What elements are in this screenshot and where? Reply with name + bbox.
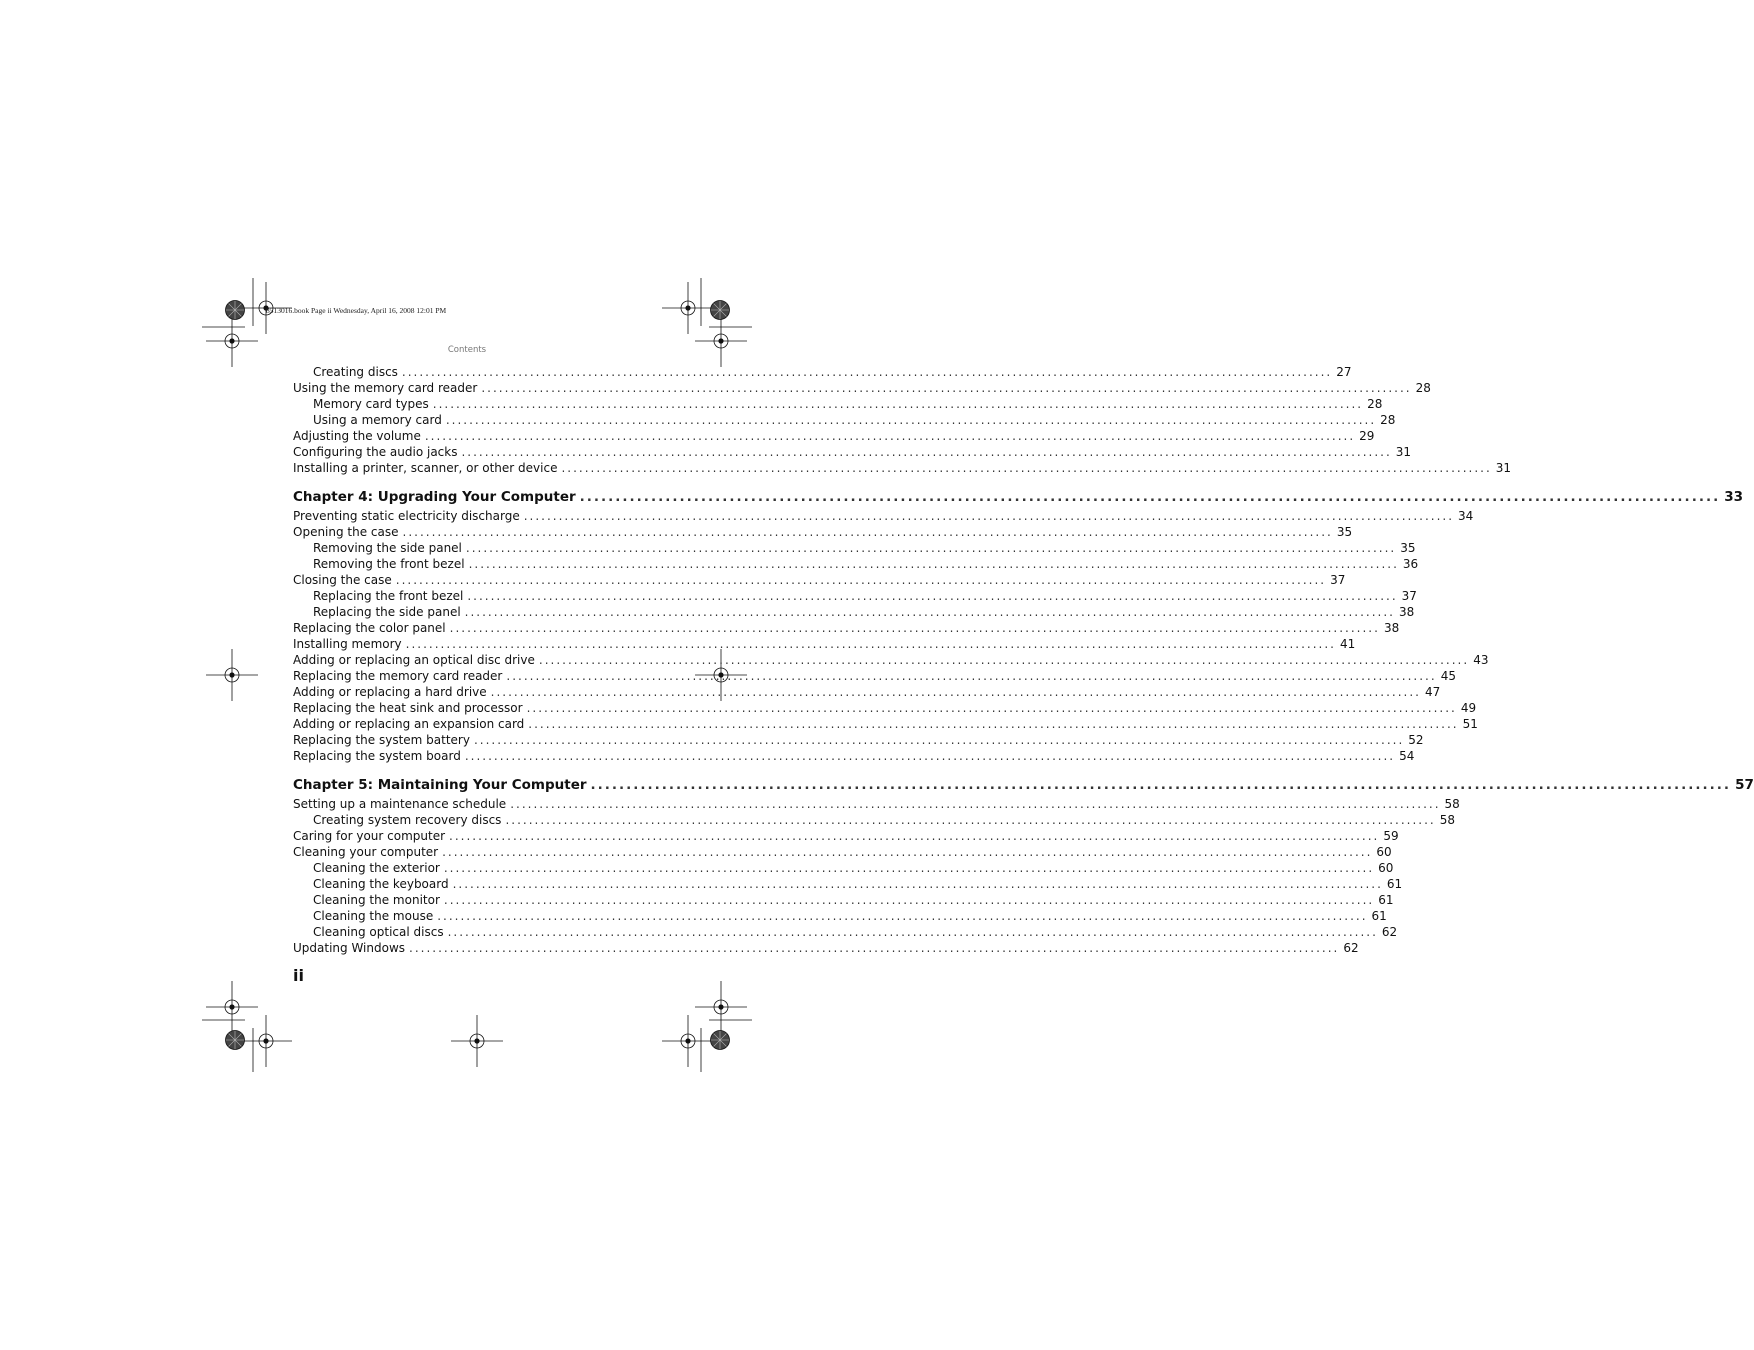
dot-leader: ................................................................................................................................................................ xyxy=(464,605,1395,619)
toc-entry[interactable] xyxy=(293,796,1460,812)
toc-entry-page: 58 xyxy=(1439,813,1456,827)
toc-entry-title: Creating system recovery discs xyxy=(313,813,502,827)
dot-leader: ................................................................................................................................................................ xyxy=(449,829,1380,843)
toc-entry-page: 28 xyxy=(1380,413,1396,427)
dot-leader: ................................................................................................................................................................ xyxy=(452,877,1383,891)
toc-entry[interactable] xyxy=(293,700,1477,716)
toc-entry-title: Cleaning the exterior xyxy=(313,861,440,875)
toc-entry[interactable] xyxy=(293,364,1352,380)
dot-leader: ................................................................................................................................................................ xyxy=(538,653,1470,667)
dot-leader: ................................................................................................................................................................ xyxy=(449,621,1380,635)
dot-leader: ................................................................................................................................................................ xyxy=(464,749,1396,763)
toc-entry-title: Removing the side panel xyxy=(313,541,462,555)
toc-chapter-title: Chapter 5: Maintaining Your Computer xyxy=(293,777,587,793)
toc-entry[interactable] xyxy=(293,604,1415,620)
dot-leader: ................................................................................................................................................................ xyxy=(510,797,1441,811)
toc-entry[interactable] xyxy=(293,924,1398,940)
toc-entry-title: Preventing static electricity discharge xyxy=(293,509,520,523)
toc-entry[interactable] xyxy=(293,668,1456,684)
dot-leader: ................................................................................................................................................................ xyxy=(505,813,1436,827)
toc-entry[interactable] xyxy=(293,620,1400,636)
dot-leader: ................................................................................................................................................................ xyxy=(437,909,1368,923)
toc-entry[interactable] xyxy=(293,508,1474,524)
toc-entry-page: 61 xyxy=(1386,877,1403,891)
toc-entry[interactable] xyxy=(293,748,1415,764)
dot-leader: ................................................................................................................................................................ xyxy=(445,413,1377,427)
toc-chapter-heading[interactable] xyxy=(293,776,1754,794)
dot-leader: ................................................................................................................................................................ xyxy=(447,925,1378,939)
toc-entry-page: 59 xyxy=(1383,829,1399,843)
toc-entry[interactable] xyxy=(293,428,1375,444)
toc-entry-page: 49 xyxy=(1460,701,1477,715)
toc-entry-title: Adjusting the volume xyxy=(293,429,421,443)
toc-entry-page: 34 xyxy=(1458,509,1474,523)
toc-entry-title: Replacing the heat sink and processor xyxy=(293,701,523,715)
toc-entry-title: Installing memory xyxy=(293,637,402,651)
toc-entry[interactable] xyxy=(293,396,1383,412)
toc-entry-page: 29 xyxy=(1359,429,1375,443)
toc-entry-title: Replacing the system board xyxy=(293,749,461,763)
toc-entry-page: 61 xyxy=(1378,893,1394,907)
toc-entry[interactable] xyxy=(293,652,1489,668)
dot-leader: ................................................................................................................................................................ xyxy=(523,509,1455,523)
toc-entry-page: 61 xyxy=(1371,909,1387,923)
toc-entry-title: Setting up a maintenance schedule xyxy=(293,797,507,811)
toc-entry-page: 51 xyxy=(1462,717,1478,731)
toc-entry[interactable] xyxy=(293,460,1512,476)
dot-leader: ................................................................................................................................................................ xyxy=(401,365,1333,379)
dot-leader: ................................................................................................................................................................ xyxy=(402,525,1333,539)
toc-entry[interactable] xyxy=(293,380,1431,396)
toc-entry-page: 58 xyxy=(1444,797,1460,811)
toc-entry-page: 52 xyxy=(1408,733,1424,747)
dot-leader: ................................................................................................................................................................ xyxy=(590,777,1732,793)
toc-entry[interactable] xyxy=(293,636,1356,652)
toc-entry-title: Replacing the side panel xyxy=(313,605,461,619)
toc-entry-page: 45 xyxy=(1440,669,1456,683)
dot-leader: ................................................................................................................................................................ xyxy=(481,381,1412,395)
toc-entry-page: 43 xyxy=(1473,653,1489,667)
toc-entry-page: 37 xyxy=(1401,589,1417,603)
toc-entry[interactable] xyxy=(293,908,1387,924)
toc-entry-page: 47 xyxy=(1424,685,1441,699)
dot-leader: ................................................................................................................................................................ xyxy=(579,489,1721,505)
toc-entry-page: 38 xyxy=(1383,621,1400,635)
toc-entry-title: Replacing the system battery xyxy=(293,733,470,747)
dot-leader: ................................................................................................................................................................ xyxy=(409,941,1340,955)
toc-chapter-heading[interactable] xyxy=(293,488,1743,506)
dot-leader: ................................................................................................................................................................ xyxy=(473,733,1405,747)
toc-entry-page: 31 xyxy=(1395,445,1412,459)
toc-chapter-title: Chapter 4: Upgrading Your Computer xyxy=(293,489,576,505)
toc-entry-title: Configuring the audio jacks xyxy=(293,445,458,459)
toc-entry-title: Adding or replacing an expansion card xyxy=(293,717,525,731)
toc-entry-page: 35 xyxy=(1400,541,1416,555)
toc-entry[interactable] xyxy=(293,684,1441,700)
toc-entry[interactable] xyxy=(293,524,1353,540)
toc-entry[interactable] xyxy=(293,588,1417,604)
toc-entry-title: Adding or replacing a hard drive xyxy=(293,685,487,699)
dot-leader: ................................................................................................................................................................ xyxy=(442,845,1373,859)
dot-leader: ................................................................................................................................................................ xyxy=(526,701,1457,715)
table-of-contents xyxy=(293,364,1754,956)
dot-leader: ................................................................................................................................................................ xyxy=(467,589,1398,603)
toc-entry[interactable] xyxy=(293,940,1359,956)
toc-entry[interactable] xyxy=(293,892,1394,908)
toc-entry-title: Adding or replacing an optical disc drive xyxy=(293,653,535,667)
toc-entry-title: Cleaning optical discs xyxy=(313,925,444,939)
toc-entry-page: 62 xyxy=(1343,941,1359,955)
dot-leader: ................................................................................................................................................................ xyxy=(405,637,1336,651)
dot-leader: ................................................................................................................................................................ xyxy=(468,557,1399,571)
toc-entry[interactable] xyxy=(293,716,1478,732)
dot-leader: ................................................................................................................................................................ xyxy=(506,669,1437,683)
dot-leader: ................................................................................................................................................................ xyxy=(461,445,1392,459)
toc-entry-page: 28 xyxy=(1367,397,1383,411)
toc-entry-title: Removing the front bezel xyxy=(313,557,465,571)
toc-entry-title: Cleaning the monitor xyxy=(313,893,440,907)
dot-leader: ................................................................................................................................................................ xyxy=(465,541,1397,555)
toc-entry[interactable] xyxy=(293,556,1419,572)
toc-entry[interactable] xyxy=(293,572,1346,588)
toc-entry-title: Using a memory card xyxy=(313,413,442,427)
toc-entry[interactable] xyxy=(293,876,1403,892)
toc-entry-title: Creating discs xyxy=(313,365,398,379)
dot-leader: ................................................................................................................................................................ xyxy=(561,461,1492,475)
dot-leader: ................................................................................................................................................................ xyxy=(395,573,1327,587)
toc-entry-title: Memory card types xyxy=(313,397,429,411)
toc-entry-page: 27 xyxy=(1336,365,1352,379)
toc-entry-title: Updating Windows xyxy=(293,941,406,955)
toc-entry-title: Cleaning your computer xyxy=(293,845,439,859)
running-head: Contents xyxy=(447,345,487,355)
toc-entry-page: 37 xyxy=(1330,573,1346,587)
toc-entry-title: Replacing the memory card reader xyxy=(293,669,503,683)
toc-entry[interactable] xyxy=(293,732,1424,748)
toc-entry-title: Using the memory card reader xyxy=(293,381,478,395)
toc-chapter-page: 33 xyxy=(1724,489,1743,505)
toc-entry-title: Closing the case xyxy=(293,573,392,587)
toc-entry[interactable] xyxy=(293,540,1416,556)
toc-entry[interactable] xyxy=(293,828,1399,844)
toc-chapter-page: 57 xyxy=(1735,777,1754,793)
toc-entry-page: 28 xyxy=(1415,381,1431,395)
toc-entry-title: Installing a printer, scanner, or other device xyxy=(293,461,558,475)
print-slug: 8513016.book Page ii Wednesday, April 16, 2008 12:01 PM xyxy=(266,306,447,315)
dot-leader: ................................................................................................................................................................ xyxy=(424,429,1356,443)
toc-entry-page: 60 xyxy=(1378,861,1394,875)
toc-entry-page: 31 xyxy=(1495,461,1512,475)
toc-entry-title: Caring for your computer xyxy=(293,829,446,843)
dot-leader: ................................................................................................................................................................ xyxy=(432,397,1364,411)
dot-leader: ................................................................................................................................................................ xyxy=(528,717,1459,731)
toc-entry-title: Replacing the color panel xyxy=(293,621,446,635)
page-number: ii xyxy=(293,966,304,985)
toc-entry-page: 41 xyxy=(1339,637,1356,651)
toc-entry[interactable] xyxy=(293,412,1396,428)
toc-entry-title: Cleaning the keyboard xyxy=(313,877,449,891)
toc-entry[interactable] xyxy=(293,812,1456,828)
dot-leader: ................................................................................................................................................................ xyxy=(443,893,1375,907)
dot-leader: ................................................................................................................................................................ xyxy=(443,861,1375,875)
toc-entry-page: 35 xyxy=(1336,525,1353,539)
toc-entry-page: 60 xyxy=(1376,845,1392,859)
toc-entry-title: Opening the case xyxy=(293,525,399,539)
toc-entry[interactable] xyxy=(293,860,1394,876)
toc-entry-page: 54 xyxy=(1399,749,1415,763)
toc-entry[interactable] xyxy=(293,444,1412,460)
dot-leader: ................................................................................................................................................................ xyxy=(490,685,1421,699)
toc-entry[interactable] xyxy=(293,844,1392,860)
toc-entry-page: 38 xyxy=(1398,605,1415,619)
toc-entry-page: 36 xyxy=(1402,557,1419,571)
toc-entry-title: Cleaning the mouse xyxy=(313,909,434,923)
toc-entry-title: Replacing the front bezel xyxy=(313,589,464,603)
toc-entry-page: 62 xyxy=(1381,925,1398,939)
